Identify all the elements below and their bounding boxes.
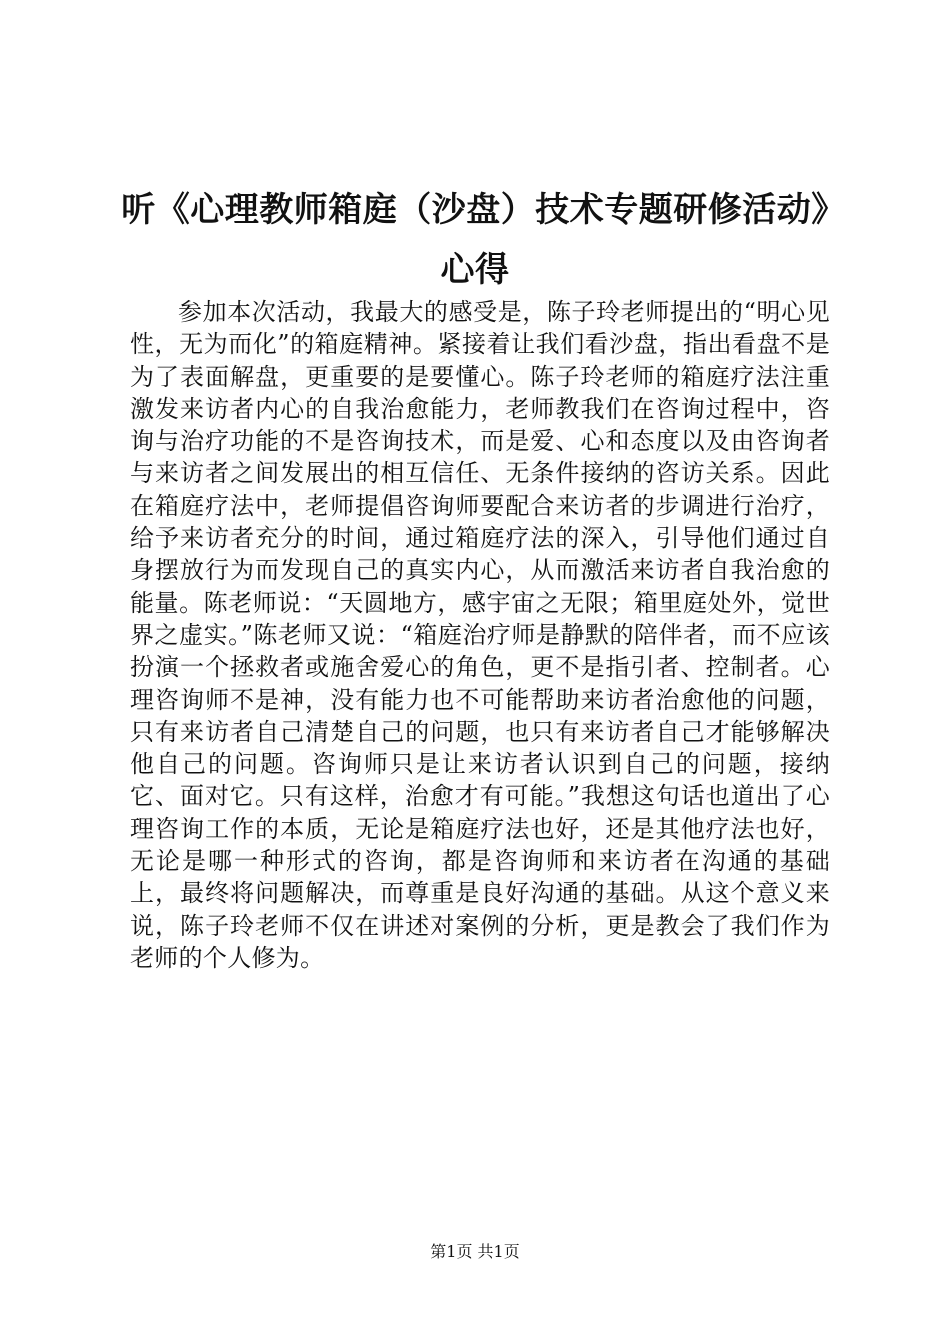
document-title: 听《心理教师箱庭（沙盘）技术专题研修活动》心得 — [121, 190, 829, 290]
page-footer: 第1页 共1页 — [430, 1242, 520, 1261]
body-paragraph: 参加本次活动，我最大的感受是，陈子玲老师提出的“明心见性，无为而化”的箱庭精神。紧接着让我们看沙盘，指出看盘不是为了表面解盘，更重要的是要懂心。陈子玲老师的箱庭疗法注重激发来访者内心的自我治愈能力，老师教我们在咨询过程中，咨询与治疗功能的不是咨询技术，而是爱、心和态度以及由咨询者与来访者之间发展出的相互信任、无条件接纳的咨访关系。因此在箱庭疗法中，老师提倡咨询师要配合来访者的步调进行治疗，给予来访者充分的时间，通过箱庭疗法的深入，引导他们通过自身摆放行为而发现自己的真实内心，从而激活来访者自我治愈的能量。陈老师说：“天圆地方，感宇宙之无限；箱里庭处外，觉世界之虚实。”陈老师又说：“箱庭治疗师是静默的陪伴者，而不应该扮演一个拯救者或施舍爱心的角色，更不是指引者、控制者。心理咨询师不是神，没有能力也不可能帮助来访者治愈他的问题，只有来访者自己清楚自己的问题，也只有来访者自己才能够解决他自己的问题。咨询师只是让来访者认识到自己的问题，接纳它、面对它。只有这样，治愈才有可能。”我想这句话也道出了心理咨询工作的本质，无论是箱庭疗法也好，还是其他疗法也好，无论是哪一种形式的咨询，都是咨询师和来访者在沟通的基础上，最终将问题解决，而尊重是良好沟通的基础。从这个意义来说，陈子玲老师不仅在讲述对案例的分析，更是教会了我们作为老师的个人修为。 — [130, 298, 830, 972]
